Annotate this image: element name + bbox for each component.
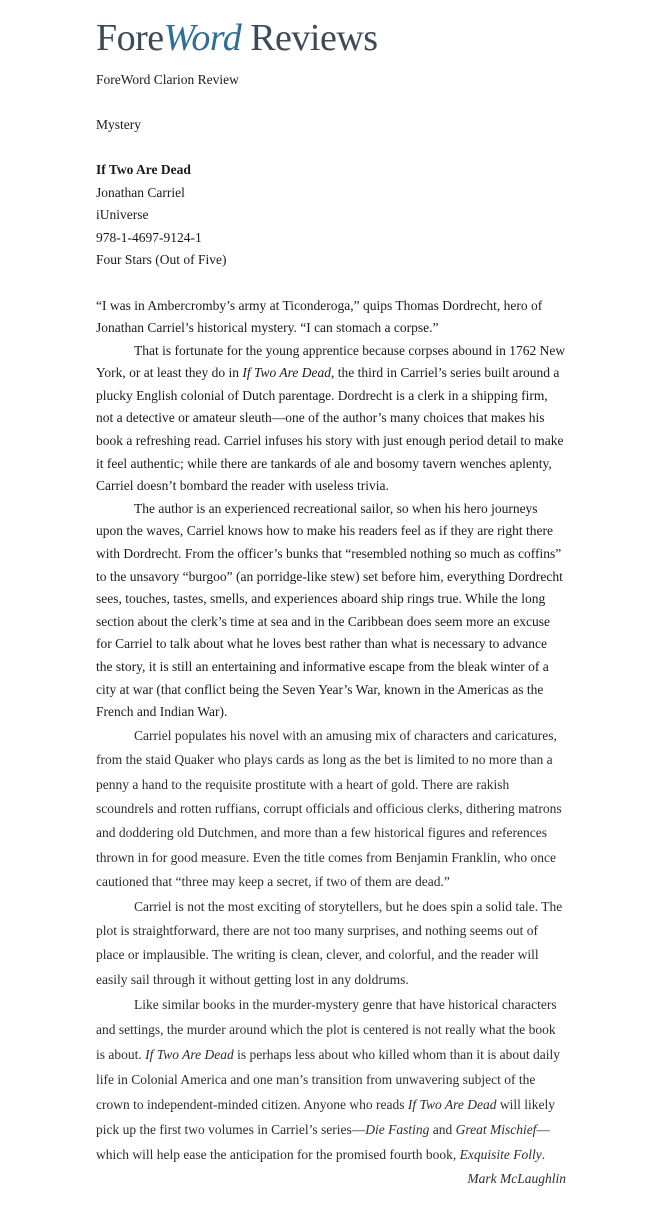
book-author: Jonathan Carriel [96,184,185,200]
review-paragraph-2 [96,340,566,498]
book-title-reference: If Two Are Dead [407,1097,497,1113]
review-paragraph-4: Carriel populates his novel with an amusing mix of characters and caricatures, from the staid Quaker who plays cards as long as the bet is limited to no more than a penny a hand to the requisite prostitute with a heart of gold. There are rakish scoundrels and rotten ruffians, corrupt officials and officious clerks, dithering matrons and doddering old Dutchmen, and more than a few historical figures and references thrown in for good measure. Even the title comes from Benjamin Franklin, who once cautioned that “three may keep a secret, if two of them are dead.” [96,727,562,890]
review-body [96,295,566,1191]
review-paragraph-2-text-a: That is fortunate for the young apprentice because corpses abound in 1762 New York, or at least they do in [96,342,566,381]
book-title: If Two Are Dead [96,162,191,177]
book-rating: Four Stars (Out of Five) [96,252,227,267]
book-title-reference: If Two Are Dead [145,1047,234,1063]
review-paragraph-6-text-a: Like similar books in the murder-mystery genre that have historical characters and settings, the murder around which the plot is centered is not really what the book is about. [96,997,557,1063]
publication-name: ForeWord Clarion Review [96,72,239,87]
series-book-title: Great Mischief [455,1122,537,1138]
logo-fore: Fore [96,17,164,59]
book-title-reference: If Two Are Dead [242,365,331,381]
book-isbn: 978-1-4697-9124-1 [96,229,202,245]
review-paragraph-6 [96,992,566,1167]
logo-word: Word [163,17,242,59]
genre-label: Mystery [96,117,141,132]
foreword-reviews-logo [96,14,566,62]
review-paragraph-1: “I was in Ambercromby’s army at Ticonderoga,” quips Thomas Dordrecht, hero of Jonathan Carriel’s historical mystery. “I can stomach a corpse.” [96,297,543,336]
series-book-title: Exquisite Folly [459,1147,542,1163]
book-publisher: iUniverse [96,207,149,222]
review-paragraph-5: Carriel is not the most exciting of storytellers, but he does spin a solid tale. The plot is straightforward, there are not too many surprises, and nothing seems out of place or implausible. The writing is clean, clever, and colorful, and the reader will easily sail through it without getting lost in any doldrums. [96,898,563,987]
review-metadata [96,69,566,272]
review-paragraph-6-text-d: and [429,1122,456,1138]
review-paragraph-6-text-e: —which will help ease the anticipation for the promised fourth book, [96,1122,550,1163]
review-paragraph-6-text-c: will likely pick up the first two volumes in Carriel’s series— [96,1097,556,1138]
logo-reviews: Reviews [241,17,378,59]
review-page [96,14,566,1190]
reviewer-signature: Mark McLaughlin [467,1171,566,1187]
review-paragraph-6-text-b: is perhaps less about who killed whom than it is about daily life in Colonial America and one man’s transition from unwavering subject of the crown to independent-minded citizen. Anyone who reads [96,1047,560,1113]
review-paragraph-6-text-f: . [541,1147,546,1163]
series-book-title: Die Fasting [365,1122,430,1138]
review-paragraph-2-text-b: , the third in Carriel’s series built around a plucky English colonial of Dutch parentage. Dordrecht is a clerk in a shipping firm, not a detective or amateur sleuth—one of the author’s many choices that makes his book a refreshing read. Carriel infuses his story with just enough period detail to make it feel authentic; while there are tankards of ale and bosomy tavern wenches aplenty, Carriel doesn’t bombard the reader with useless trivia. [96,365,564,494]
review-paragraph-3: The author is an experienced recreational sailor, so when his hero journeys upon the waves, Carriel knows how to make his readers feel as if they are right there with Dordrecht. From the officer’s bunks that “resembled nothing so much as coffins” to the unsavory “burgoo” (an porridge-like stew) set before him, everything Dordrecht sees, touches, tastes, smells, and experiences aboard ship rings true. While the long section about the clerk’s time at sea and in the Caribbean does seem more an excuse for Carriel to talk about what he loves best rather than what is necessary to advance the story, it is still an entertaining and informative escape from the bleak winter of a city at war (that conflict being the Seven Year’s War, known in the Americas as the French and Indian War). [96,500,563,720]
